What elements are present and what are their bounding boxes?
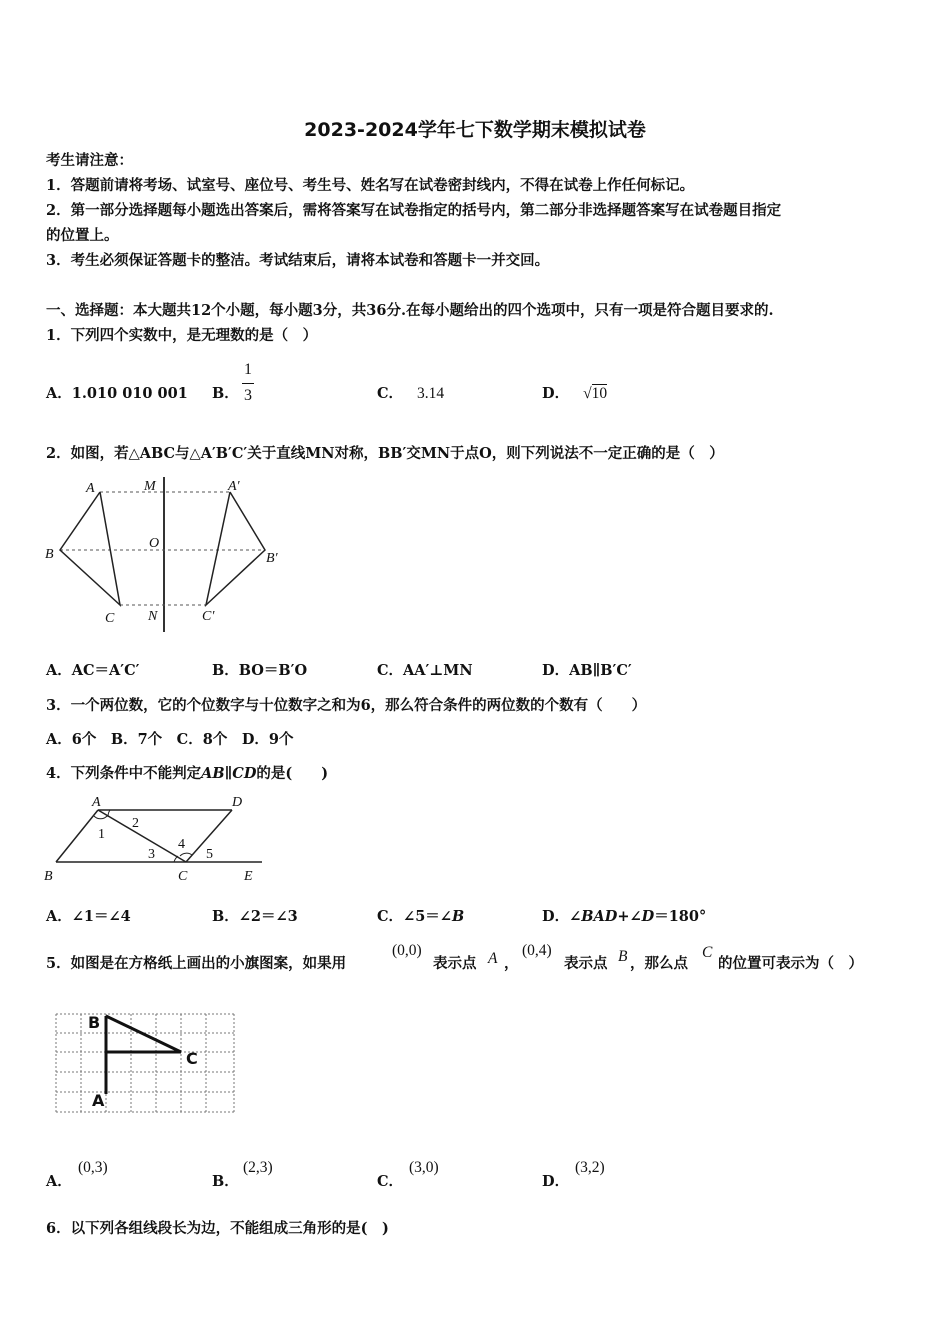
- q5-point-C: C: [702, 944, 713, 961]
- q2-label-B-prime: B′: [266, 551, 278, 566]
- q4-label-A: A: [92, 795, 101, 810]
- notice-item-3: 3．考生必须保证答题卡的整洁。考试结束后，请将本试卷和答题卡一并交回。: [46, 252, 550, 269]
- q1-stem: 1．下列四个实数中，是无理数的是（ ）: [46, 327, 318, 344]
- q5-option-c-label: C．: [377, 1173, 404, 1190]
- q4-angle-1: 1: [98, 827, 105, 842]
- q4-angle-3: 3: [148, 847, 155, 862]
- q2-option-b: B．BO＝B′O: [212, 662, 308, 679]
- q5-option-a-value: (0,3): [78, 1159, 108, 1176]
- q5-option-c-value: (3,0): [409, 1159, 439, 1176]
- q2-stem: 2．如图，若△ABC与△A′B′C′关于直线MN对称，BB′交MN于点O，则下列说法不一定正确的是（ ）: [46, 445, 724, 462]
- q2-label-A-prime: A′: [228, 479, 240, 494]
- q1-option-a: A．1.010 010 001: [46, 385, 188, 402]
- q5-option-b-value: (2,3): [243, 1159, 273, 1176]
- notice-heading: 考生请注意：: [46, 152, 133, 169]
- q5-option-a-label: A．: [46, 1173, 72, 1190]
- q1-b-numerator: 1: [244, 361, 252, 378]
- q5-comma: ，: [504, 955, 519, 972]
- q2-option-a: A．AC＝A′C′: [46, 662, 140, 679]
- q5-stem-part5: 的位置可表示为（ ）: [718, 955, 863, 972]
- q4-label-D: D: [232, 795, 243, 810]
- q2-label-B: B: [45, 547, 54, 562]
- q5-stem-part1: 5．如图是在方格纸上画出的小旗图案，如果用: [46, 955, 347, 972]
- q4-angle-5: 5: [206, 847, 213, 862]
- q4-option-b: B．∠2＝∠3: [212, 908, 298, 925]
- q5-point-A: A: [488, 950, 498, 967]
- q4-angle-4: 4: [178, 837, 185, 852]
- q1-option-c: C． 3.14: [377, 385, 445, 402]
- q2-label-M: M: [144, 479, 156, 494]
- q5-grid-label-B: B: [88, 1013, 101, 1032]
- q4-option-d: D．∠BAD+∠D＝180°: [542, 908, 707, 925]
- q4-option-a: A．∠1＝∠4: [46, 908, 131, 925]
- q5-point-B: B: [618, 948, 628, 965]
- q5-coord-A: (0,0): [392, 942, 422, 959]
- q4-stem: 4．下列条件中不能判定AB∥CD的是( ): [46, 765, 329, 782]
- q4-label-B: B: [44, 869, 53, 884]
- q5-stem-part2: 表示点: [433, 955, 477, 972]
- q6-stem: 6．以下列各组线段长为边，不能组成三角形的是( ): [46, 1220, 389, 1237]
- notice-item-2: 2．第一部分选择题每小题选出答案后，需将答案写在试卷指定的括号内，第二部分非选择题答案写在试卷题目指定: [46, 202, 782, 219]
- q1-b-fraction-bar: [242, 383, 254, 384]
- q4-option-c: C．∠5＝∠B: [377, 908, 465, 925]
- q3-options: A．6个 B．7个 C．8个 D．9个: [46, 731, 294, 748]
- q1-option-b-label: B．: [212, 385, 239, 402]
- q2-option-d: D．AB∥B′C′: [542, 662, 632, 679]
- notice-item-1: 1．答题前请将考场、试室号、座位号、考生号、姓名写在试卷密封线内，不得在试卷上作任何标记。: [46, 177, 695, 194]
- section-heading: 一、选择题：本大题共12个小题，每小题3分，共36分.在每小题给出的四个选项中，只有一项是符合题目要求的.: [46, 302, 774, 319]
- q4-parallel-figure: [40, 792, 270, 887]
- q2-label-C-prime: C′: [202, 609, 215, 624]
- q2-label-C: C: [105, 611, 115, 626]
- q2-label-N: N: [148, 609, 158, 624]
- q5-option-b-label: B．: [212, 1173, 239, 1190]
- q5-flag-grid: [54, 1012, 236, 1114]
- q1-b-denominator: 3: [244, 387, 252, 404]
- q5-option-d-value: (3,2): [575, 1159, 605, 1176]
- q1-option-d: D． √10: [542, 385, 608, 402]
- q5-option-d-label: D．: [542, 1173, 570, 1190]
- page-title: 2023-2024学年七下数学期末模拟试卷: [304, 119, 646, 141]
- q5-grid-label-A: A: [92, 1091, 105, 1110]
- q2-label-A: A: [86, 481, 95, 496]
- notice-item-2-cont: 的位置上。: [46, 227, 119, 244]
- q4-label-C: C: [178, 869, 188, 884]
- q5-stem-part3: 表示点: [564, 955, 608, 972]
- q5-stem-part4: ，那么点: [630, 955, 688, 972]
- q5-grid-label-C: C: [186, 1049, 198, 1068]
- q2-option-c: C．AA′⊥MN: [377, 662, 473, 679]
- q2-symmetry-figure: [40, 472, 300, 637]
- q3-stem: 3．一个两位数，它的个位数字与十位数字之和为6，那么符合条件的两位数的个数有（ ）: [46, 697, 647, 714]
- q4-angle-2: 2: [132, 816, 139, 831]
- q5-coord-B: (0,4): [522, 942, 552, 959]
- q4-label-E: E: [244, 869, 253, 884]
- q2-label-O: O: [149, 536, 160, 551]
